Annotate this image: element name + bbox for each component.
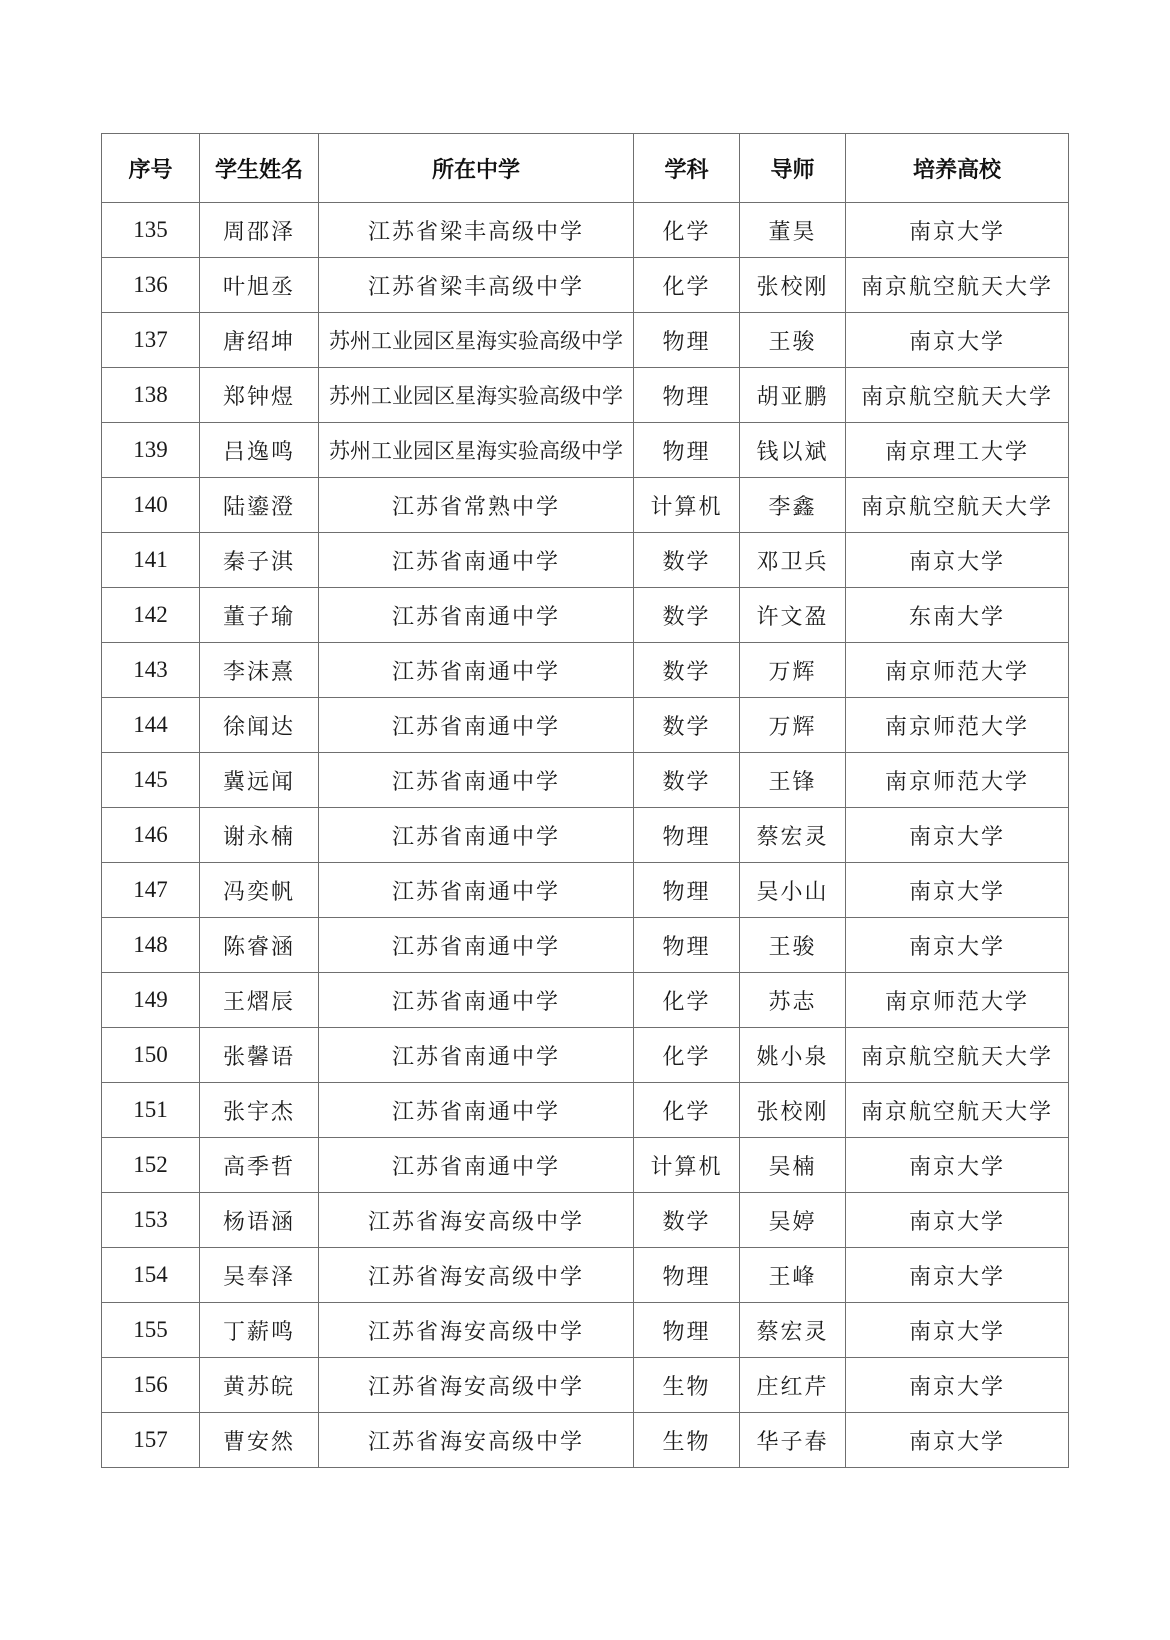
high-school-cell: 江苏省海安高级中学 bbox=[319, 1248, 634, 1303]
high-school-cell: 江苏省海安高级中学 bbox=[319, 1193, 634, 1248]
subject-cell: 生物 bbox=[634, 1413, 740, 1468]
high-school-cell: 江苏省南通中学 bbox=[319, 753, 634, 808]
student-name-cell: 张宇杰 bbox=[200, 1083, 319, 1138]
student-name-cell: 吕逸鸣 bbox=[200, 423, 319, 478]
table-row bbox=[102, 643, 1069, 698]
high-school-cell: 江苏省南通中学 bbox=[319, 918, 634, 973]
mentor-cell: 王骏 bbox=[740, 918, 846, 973]
student-name-cell: 李沫熹 bbox=[200, 643, 319, 698]
header-mentor: 导师 bbox=[740, 134, 846, 203]
header-high-school: 所在中学 bbox=[319, 134, 634, 203]
mentor-cell: 董昊 bbox=[740, 203, 846, 258]
subject-cell: 物理 bbox=[634, 808, 740, 863]
university-cell: 南京航空航天大学 bbox=[846, 1028, 1069, 1083]
student-name-cell: 叶旭丞 bbox=[200, 258, 319, 313]
table-body bbox=[102, 203, 1069, 1468]
mentor-cell: 张校刚 bbox=[740, 1083, 846, 1138]
subject-cell: 物理 bbox=[634, 918, 740, 973]
university-cell: 南京航空航天大学 bbox=[846, 1083, 1069, 1138]
student-name-cell: 陆鎏澄 bbox=[200, 478, 319, 533]
table-row bbox=[102, 1193, 1069, 1248]
student-name-cell: 陈睿涵 bbox=[200, 918, 319, 973]
table-row bbox=[102, 368, 1069, 423]
serial-number-cell: 147 bbox=[102, 863, 200, 918]
university-cell: 南京大学 bbox=[846, 203, 1069, 258]
subject-cell: 化学 bbox=[634, 1028, 740, 1083]
subject-cell: 化学 bbox=[634, 1083, 740, 1138]
university-cell: 南京理工大学 bbox=[846, 423, 1069, 478]
table-row bbox=[102, 423, 1069, 478]
mentor-cell: 王峰 bbox=[740, 1248, 846, 1303]
high-school-cell: 苏州工业园区星海实验高级中学 bbox=[319, 368, 634, 423]
subject-cell: 物理 bbox=[634, 1248, 740, 1303]
mentor-cell: 姚小泉 bbox=[740, 1028, 846, 1083]
university-cell: 南京大学 bbox=[846, 918, 1069, 973]
mentor-cell: 庄红芹 bbox=[740, 1358, 846, 1413]
student-name-cell: 吴奉泽 bbox=[200, 1248, 319, 1303]
subject-cell: 数学 bbox=[634, 643, 740, 698]
table-row bbox=[102, 1083, 1069, 1138]
subject-cell: 数学 bbox=[634, 533, 740, 588]
high-school-cell: 江苏省梁丰高级中学 bbox=[319, 203, 634, 258]
student-name-cell: 冯奕帆 bbox=[200, 863, 319, 918]
subject-cell: 数学 bbox=[634, 698, 740, 753]
serial-number-cell: 150 bbox=[102, 1028, 200, 1083]
serial-number-cell: 151 bbox=[102, 1083, 200, 1138]
high-school-cell: 苏州工业园区星海实验高级中学 bbox=[319, 423, 634, 478]
university-cell: 南京师范大学 bbox=[846, 973, 1069, 1028]
student-name-cell: 冀远闻 bbox=[200, 753, 319, 808]
university-cell: 南京大学 bbox=[846, 863, 1069, 918]
mentor-cell: 吴楠 bbox=[740, 1138, 846, 1193]
university-cell: 南京大学 bbox=[846, 1248, 1069, 1303]
mentor-cell: 万辉 bbox=[740, 643, 846, 698]
table-row bbox=[102, 203, 1069, 258]
student-name-cell: 秦子淇 bbox=[200, 533, 319, 588]
header-university: 培养高校 bbox=[846, 134, 1069, 203]
student-roster-table bbox=[101, 133, 1069, 1468]
mentor-cell: 许文盈 bbox=[740, 588, 846, 643]
serial-number-cell: 146 bbox=[102, 808, 200, 863]
high-school-cell: 江苏省梁丰高级中学 bbox=[319, 258, 634, 313]
subject-cell: 物理 bbox=[634, 1303, 740, 1358]
serial-number-cell: 155 bbox=[102, 1303, 200, 1358]
subject-cell: 化学 bbox=[634, 258, 740, 313]
student-name-cell: 唐绍坤 bbox=[200, 313, 319, 368]
serial-number-cell: 135 bbox=[102, 203, 200, 258]
table-row bbox=[102, 588, 1069, 643]
serial-number-cell: 145 bbox=[102, 753, 200, 808]
table-row bbox=[102, 313, 1069, 368]
high-school-cell: 江苏省南通中学 bbox=[319, 643, 634, 698]
student-name-cell: 高季哲 bbox=[200, 1138, 319, 1193]
table-row bbox=[102, 918, 1069, 973]
mentor-cell: 李鑫 bbox=[740, 478, 846, 533]
university-cell: 南京大学 bbox=[846, 1138, 1069, 1193]
university-cell: 南京大学 bbox=[846, 1413, 1069, 1468]
serial-number-cell: 152 bbox=[102, 1138, 200, 1193]
subject-cell: 数学 bbox=[634, 588, 740, 643]
mentor-cell: 华子春 bbox=[740, 1413, 846, 1468]
high-school-cell: 江苏省海安高级中学 bbox=[319, 1358, 634, 1413]
high-school-cell: 江苏省南通中学 bbox=[319, 588, 634, 643]
subject-cell: 物理 bbox=[634, 423, 740, 478]
university-cell: 南京大学 bbox=[846, 1193, 1069, 1248]
university-cell: 南京大学 bbox=[846, 1358, 1069, 1413]
header-student-name: 学生姓名 bbox=[200, 134, 319, 203]
university-cell: 南京航空航天大学 bbox=[846, 478, 1069, 533]
serial-number-cell: 144 bbox=[102, 698, 200, 753]
student-name-cell: 王熠辰 bbox=[200, 973, 319, 1028]
table-row bbox=[102, 808, 1069, 863]
mentor-cell: 蔡宏灵 bbox=[740, 808, 846, 863]
table-row bbox=[102, 863, 1069, 918]
table-row bbox=[102, 1413, 1069, 1468]
student-name-cell: 谢永楠 bbox=[200, 808, 319, 863]
serial-number-cell: 148 bbox=[102, 918, 200, 973]
mentor-cell: 王锋 bbox=[740, 753, 846, 808]
subject-cell: 物理 bbox=[634, 368, 740, 423]
subject-cell: 化学 bbox=[634, 973, 740, 1028]
serial-number-cell: 142 bbox=[102, 588, 200, 643]
high-school-cell: 江苏省常熟中学 bbox=[319, 478, 634, 533]
university-cell: 南京航空航天大学 bbox=[846, 368, 1069, 423]
mentor-cell: 蔡宏灵 bbox=[740, 1303, 846, 1358]
university-cell: 南京师范大学 bbox=[846, 698, 1069, 753]
student-name-cell: 黄苏皖 bbox=[200, 1358, 319, 1413]
table-row bbox=[102, 973, 1069, 1028]
serial-number-cell: 156 bbox=[102, 1358, 200, 1413]
subject-cell: 数学 bbox=[634, 753, 740, 808]
table-row bbox=[102, 753, 1069, 808]
university-cell: 南京航空航天大学 bbox=[846, 258, 1069, 313]
serial-number-cell: 137 bbox=[102, 313, 200, 368]
subject-cell: 计算机 bbox=[634, 478, 740, 533]
subject-cell: 化学 bbox=[634, 203, 740, 258]
subject-cell: 生物 bbox=[634, 1358, 740, 1413]
student-name-cell: 徐闻达 bbox=[200, 698, 319, 753]
high-school-cell: 江苏省南通中学 bbox=[319, 808, 634, 863]
table-row bbox=[102, 1028, 1069, 1083]
high-school-cell: 江苏省南通中学 bbox=[319, 1083, 634, 1138]
student-name-cell: 曹安然 bbox=[200, 1413, 319, 1468]
table-row bbox=[102, 1138, 1069, 1193]
high-school-cell: 江苏省海安高级中学 bbox=[319, 1413, 634, 1468]
mentor-cell: 苏志 bbox=[740, 973, 846, 1028]
university-cell: 南京大学 bbox=[846, 1303, 1069, 1358]
student-name-cell: 董子瑜 bbox=[200, 588, 319, 643]
serial-number-cell: 140 bbox=[102, 478, 200, 533]
subject-cell: 计算机 bbox=[634, 1138, 740, 1193]
serial-number-cell: 153 bbox=[102, 1193, 200, 1248]
serial-number-cell: 157 bbox=[102, 1413, 200, 1468]
high-school-cell: 江苏省南通中学 bbox=[319, 533, 634, 588]
student-name-cell: 杨语涵 bbox=[200, 1193, 319, 1248]
mentor-cell: 王骏 bbox=[740, 313, 846, 368]
table-row bbox=[102, 258, 1069, 313]
student-name-cell: 张馨语 bbox=[200, 1028, 319, 1083]
subject-cell: 物理 bbox=[634, 313, 740, 368]
university-cell: 南京大学 bbox=[846, 313, 1069, 368]
serial-number-cell: 138 bbox=[102, 368, 200, 423]
table-row bbox=[102, 1358, 1069, 1413]
serial-number-cell: 136 bbox=[102, 258, 200, 313]
university-cell: 东南大学 bbox=[846, 588, 1069, 643]
mentor-cell: 邓卫兵 bbox=[740, 533, 846, 588]
high-school-cell: 江苏省南通中学 bbox=[319, 863, 634, 918]
high-school-cell: 江苏省南通中学 bbox=[319, 973, 634, 1028]
mentor-cell: 胡亚鹏 bbox=[740, 368, 846, 423]
table-header-row bbox=[102, 134, 1069, 203]
table-row bbox=[102, 533, 1069, 588]
serial-number-cell: 139 bbox=[102, 423, 200, 478]
mentor-cell: 吴婷 bbox=[740, 1193, 846, 1248]
mentor-cell: 钱以斌 bbox=[740, 423, 846, 478]
university-cell: 南京师范大学 bbox=[846, 753, 1069, 808]
serial-number-cell: 149 bbox=[102, 973, 200, 1028]
subject-cell: 数学 bbox=[634, 1193, 740, 1248]
serial-number-cell: 154 bbox=[102, 1248, 200, 1303]
university-cell: 南京大学 bbox=[846, 533, 1069, 588]
serial-number-cell: 141 bbox=[102, 533, 200, 588]
table-row bbox=[102, 1248, 1069, 1303]
serial-number-cell: 143 bbox=[102, 643, 200, 698]
student-name-cell: 郑钟煜 bbox=[200, 368, 319, 423]
high-school-cell: 江苏省南通中学 bbox=[319, 698, 634, 753]
subject-cell: 物理 bbox=[634, 863, 740, 918]
mentor-cell: 万辉 bbox=[740, 698, 846, 753]
header-subject: 学科 bbox=[634, 134, 740, 203]
student-name-cell: 周邵泽 bbox=[200, 203, 319, 258]
university-cell: 南京大学 bbox=[846, 808, 1069, 863]
high-school-cell: 江苏省南通中学 bbox=[319, 1138, 634, 1193]
header-serial-number: 序号 bbox=[102, 134, 200, 203]
table-row bbox=[102, 698, 1069, 753]
high-school-cell: 江苏省南通中学 bbox=[319, 1028, 634, 1083]
mentor-cell: 吴小山 bbox=[740, 863, 846, 918]
high-school-cell: 苏州工业园区星海实验高级中学 bbox=[319, 313, 634, 368]
table-row bbox=[102, 1303, 1069, 1358]
table-row bbox=[102, 478, 1069, 533]
university-cell: 南京师范大学 bbox=[846, 643, 1069, 698]
high-school-cell: 江苏省海安高级中学 bbox=[319, 1303, 634, 1358]
mentor-cell: 张校刚 bbox=[740, 258, 846, 313]
student-name-cell: 丁薪鸣 bbox=[200, 1303, 319, 1358]
